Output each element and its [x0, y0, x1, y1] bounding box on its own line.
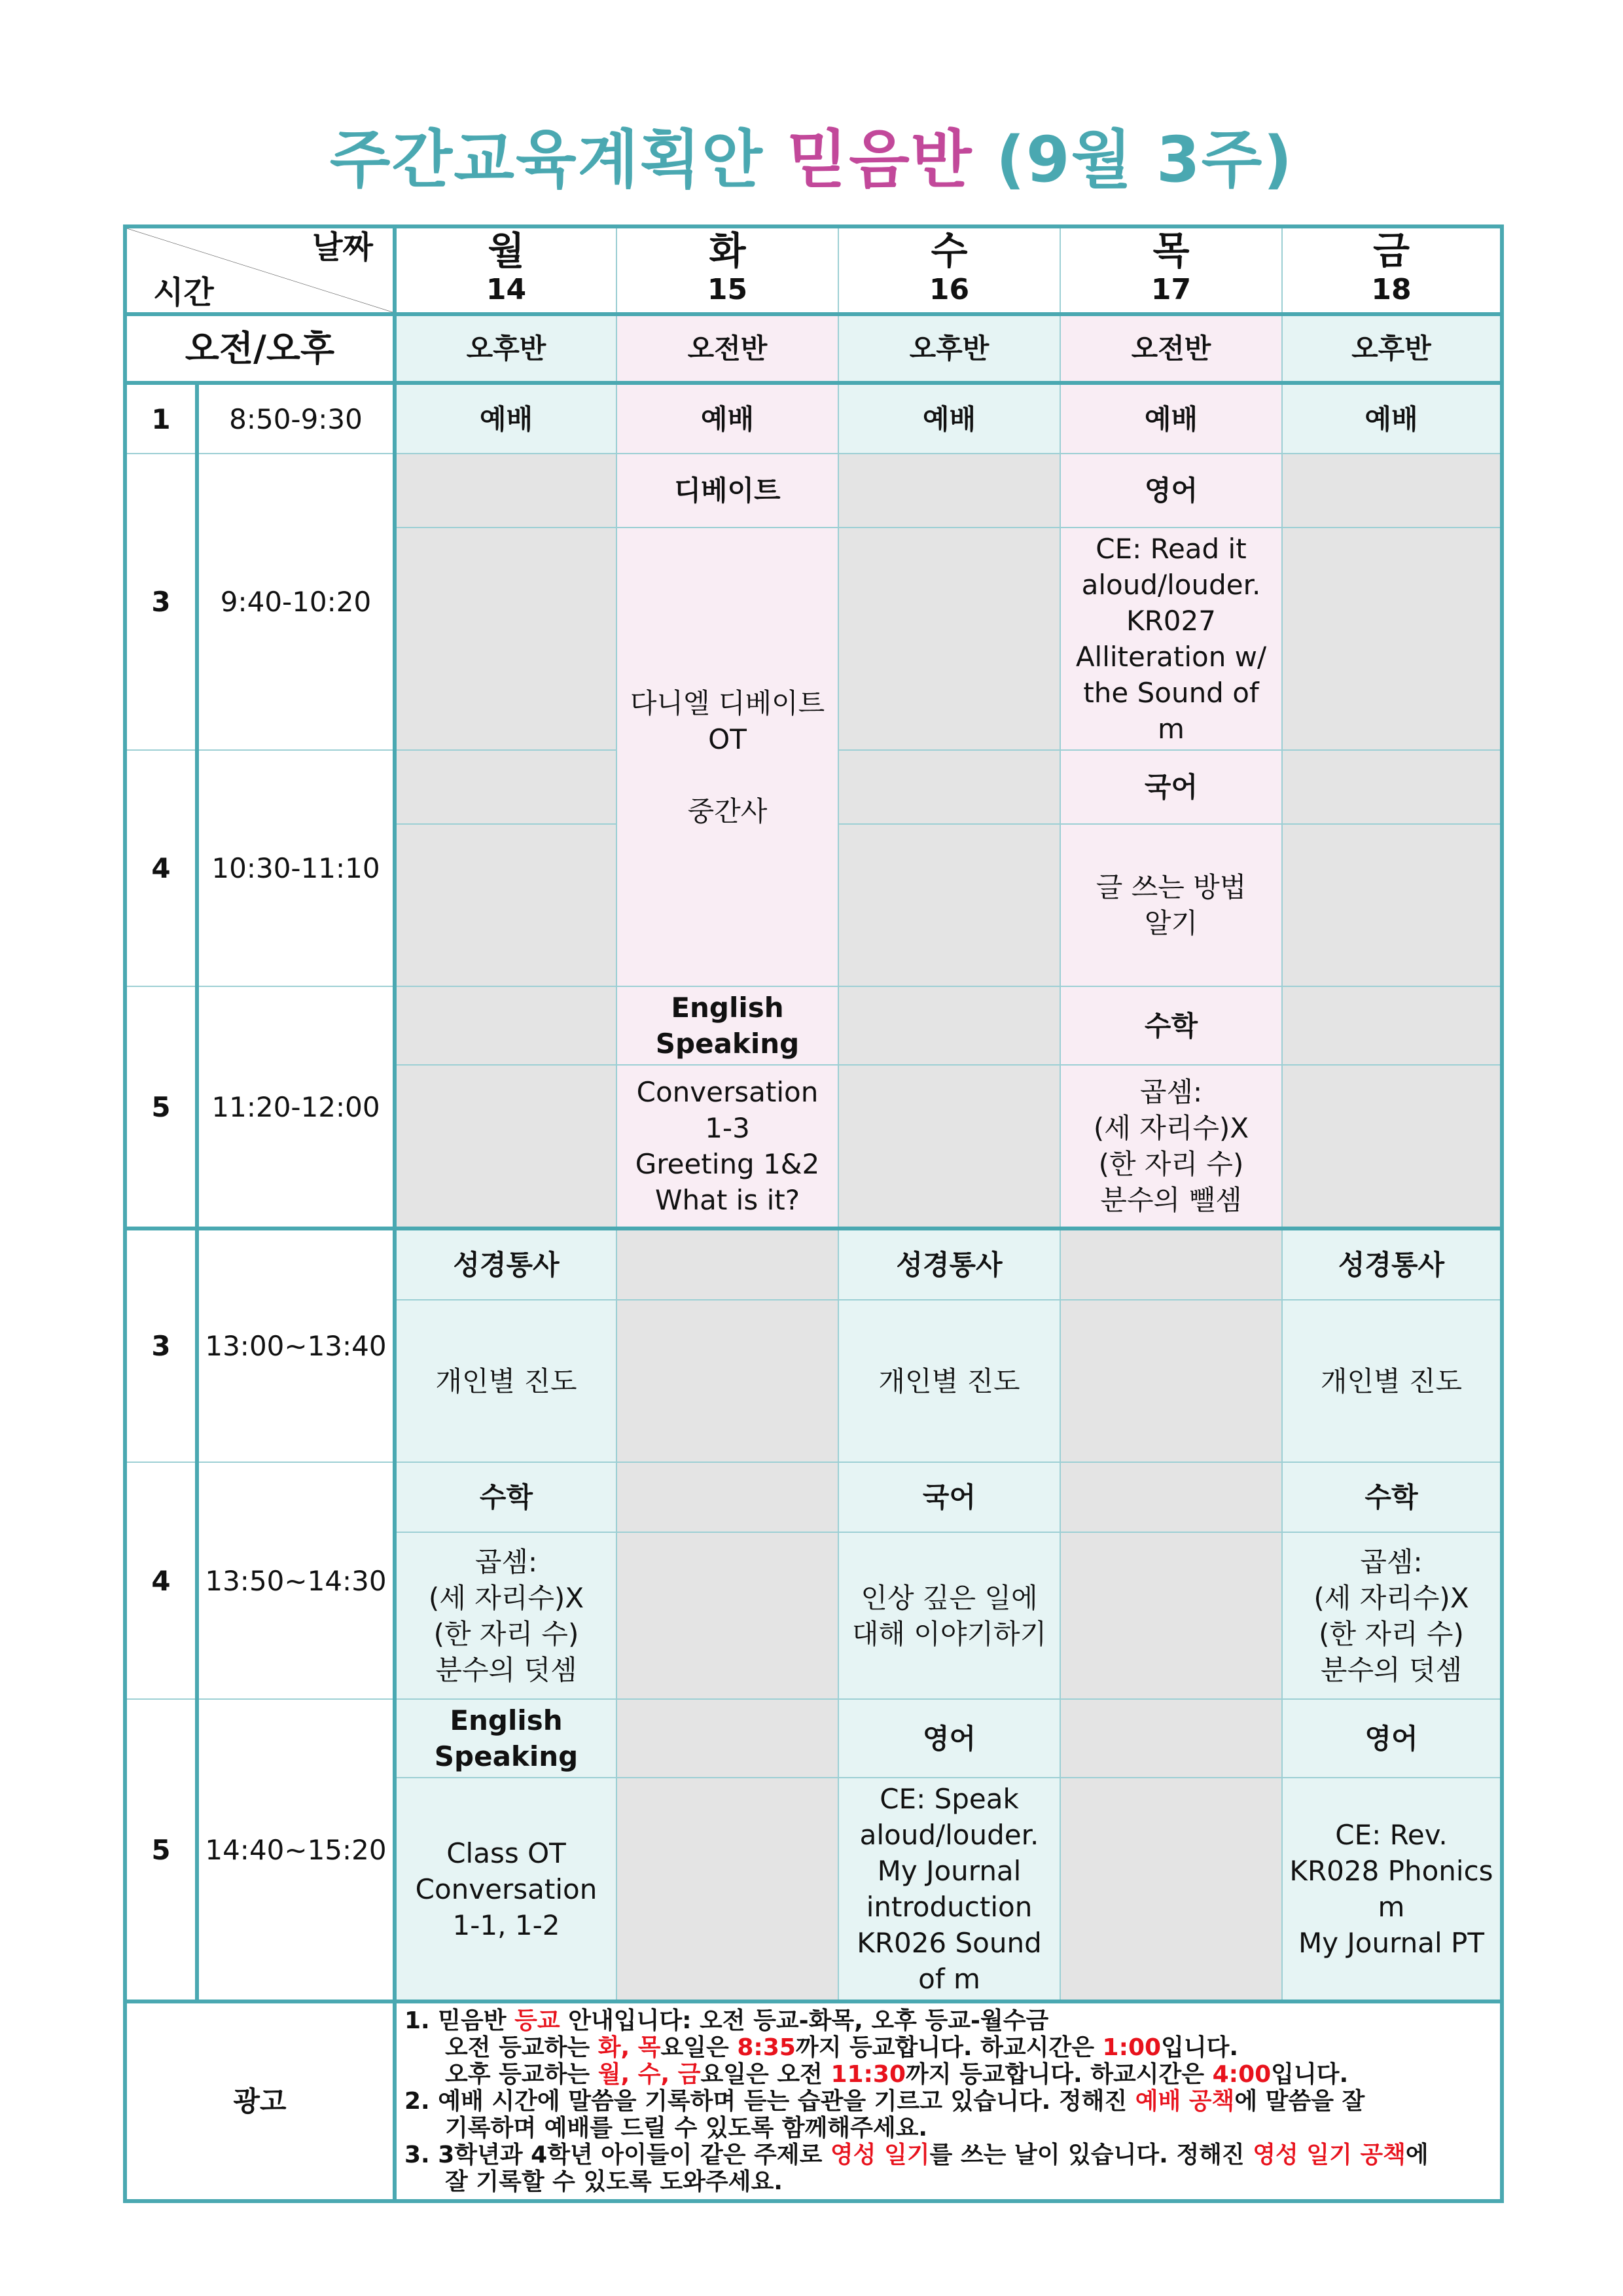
- empty-cell: [1282, 824, 1502, 986]
- empty-cell: [395, 454, 616, 528]
- subject-english-thu: 영어: [1060, 454, 1282, 528]
- detail-english-wed: [838, 1778, 1060, 2001]
- day-header-wed: [838, 226, 1060, 314]
- notice-content: [395, 2001, 1502, 2201]
- ampm-label: 오전/오후: [125, 314, 395, 383]
- detail-line: (세 자리수)X: [1093, 1112, 1249, 1144]
- detail-line: aloud/louder.: [859, 1819, 1039, 1851]
- day-name: 목: [1152, 228, 1190, 273]
- notice-highlight: 8:35: [737, 2034, 796, 2061]
- notice-text: 에 말씀을 잘: [1234, 2088, 1365, 2115]
- subject-bible-wed: 성경통사: [838, 1229, 1060, 1300]
- subject-line: English: [671, 992, 784, 1024]
- detail-line: My Journal PT: [1298, 1927, 1485, 1959]
- period-number: 1: [125, 383, 197, 454]
- worship-mon: 예배: [395, 383, 616, 454]
- notice-highlight: 1:00: [1102, 2034, 1162, 2061]
- subject-english-speaking-mon: [395, 1699, 616, 1778]
- notice-line-2: [404, 2034, 1492, 2061]
- subject-english-fri: 영어: [1282, 1699, 1502, 1778]
- empty-cell: [1060, 1778, 1282, 2001]
- notice-text: 요일은 오전: [700, 2061, 831, 2088]
- notice-text: 까지 등교합니다. 하교시간은: [795, 2034, 1103, 2061]
- detail-line: 대해 이야기하기: [851, 1617, 1047, 1650]
- notice-line-7: 잘 기록할 수 있도록 도와주세요.: [445, 2168, 783, 2195]
- detail-line: (한 자리 수): [1098, 1148, 1244, 1180]
- empty-cell: [1060, 1229, 1282, 1300]
- detail-line: m: [1378, 1891, 1405, 1923]
- detail-line: the Sound of: [1083, 677, 1259, 709]
- detail-english-thu: [1060, 528, 1282, 750]
- period-row-4pm-subject: [125, 1462, 1502, 1532]
- period-time: 11:20-12:00: [197, 986, 395, 1229]
- empty-cell: [395, 986, 616, 1065]
- detail-line: Alliteration w/: [1075, 641, 1267, 673]
- empty-cell: [1282, 528, 1502, 750]
- period-number: 3: [125, 454, 197, 750]
- period-row-5am-subject: [125, 986, 1502, 1065]
- detail-line: Conversation: [636, 1076, 819, 1108]
- detail-korean-wed: [838, 1532, 1060, 1699]
- empty-cell: [1060, 1462, 1282, 1532]
- period-number: 4: [125, 750, 197, 986]
- notice-line-1: [404, 2007, 1492, 2034]
- empty-cell: [838, 824, 1060, 986]
- detail-line: 곱셈:: [474, 1545, 538, 1578]
- detail-line: 분수의 덧셈: [1320, 1653, 1463, 1686]
- worship-tue: 예배: [616, 383, 838, 454]
- empty-cell: [1282, 1065, 1502, 1229]
- subject-math-fri: 수학: [1282, 1462, 1502, 1532]
- empty-cell: [616, 1699, 838, 1778]
- period-time: 8:50-9:30: [197, 383, 395, 454]
- notice-line-3: [404, 2061, 1492, 2088]
- empty-cell: [1060, 1532, 1282, 1699]
- detail-line: CE: Read it: [1096, 533, 1247, 565]
- day-header-tue: [616, 226, 838, 314]
- detail-line: 1-1, 1-2: [452, 1909, 560, 1941]
- period-time: 13:00~13:40: [197, 1229, 395, 1462]
- notice-text: 입니다.: [1161, 2034, 1239, 2061]
- subject-english-speaking-tue: [616, 986, 838, 1065]
- notice-line-4: [404, 2088, 1492, 2115]
- detail-line: What is it?: [654, 1184, 800, 1216]
- subject-debate: 디베이트: [616, 454, 838, 528]
- detail-line: KR028 Phonics: [1289, 1855, 1493, 1887]
- notice-text: 입니다.: [1271, 2061, 1349, 2088]
- notice-text: 를 쓰는 날이 있습니다. 정해진: [929, 2142, 1253, 2168]
- detail-line: 곱셈:: [1139, 1076, 1203, 1108]
- notice-row: [125, 2001, 1502, 2201]
- subject-line: Speaking: [434, 1740, 579, 1772]
- detail-english-speaking-tue: [616, 1065, 838, 1229]
- session-tue: 오전반: [616, 314, 838, 383]
- notice-text: 요일은: [660, 2034, 738, 2061]
- period-number: 5: [125, 986, 197, 1229]
- empty-cell: [395, 528, 616, 750]
- empty-cell: [838, 1065, 1060, 1229]
- notice-text: 까지 등교합니다. 하교시간은: [906, 2061, 1213, 2088]
- detail-line: KR027: [1126, 605, 1216, 637]
- detail-line: of m: [918, 1963, 980, 1995]
- title-prefix: 주간교육계획안: [329, 123, 764, 196]
- period-time: 14:40~15:20: [197, 1699, 395, 2001]
- detail-line: 알기: [1144, 907, 1198, 939]
- detail-line: CE: Rev.: [1335, 1819, 1448, 1851]
- header-corner: [125, 226, 395, 314]
- period-time: 13:50~14:30: [197, 1462, 395, 1699]
- day-name: 화: [709, 228, 746, 273]
- notice-highlight: 예배 공책: [1135, 2088, 1235, 2115]
- time-label: 시간: [153, 274, 214, 311]
- header-row-days: [125, 226, 1502, 314]
- subject-line: English: [450, 1704, 563, 1736]
- period-time: 10:30-11:10: [197, 750, 395, 986]
- subject-bible-mon: 성경통사: [395, 1229, 616, 1300]
- notice-highlight: 월, 수, 금: [597, 2061, 701, 2088]
- detail-math-fri: [1282, 1532, 1502, 1699]
- detail-line: 다니엘 디베이트: [630, 687, 825, 719]
- notice-text: 에: [1405, 2142, 1429, 2168]
- period-row-1: [125, 383, 1502, 454]
- period-time: 9:40-10:20: [197, 454, 395, 750]
- subject-english-wed: 영어: [838, 1699, 1060, 1778]
- detail-bible-fri: 개인별 진도: [1282, 1300, 1502, 1462]
- worship-wed: 예배: [838, 383, 1060, 454]
- empty-cell: [1282, 750, 1502, 824]
- weekly-plan-table: [123, 224, 1504, 2203]
- day-date: 18: [1371, 273, 1412, 306]
- day-date: 14: [486, 273, 527, 306]
- worship-fri: 예배: [1282, 383, 1502, 454]
- notice-line-5: 기록하며 예배를 드릴 수 있도록 함께해주세요.: [445, 2115, 928, 2142]
- detail-english-fri: [1282, 1778, 1502, 2001]
- notice-highlight: 11:30: [830, 2061, 906, 2088]
- notice-text: 안내입니다: 오전 등교-화목, 오후 등교-월수금: [560, 2007, 1049, 2034]
- subject-korean-thu: 국어: [1060, 750, 1282, 824]
- header-row-session: [125, 314, 1502, 383]
- empty-cell: [395, 750, 616, 824]
- detail-line: m: [1158, 713, 1185, 745]
- session-fri: 오후반: [1282, 314, 1502, 383]
- subject-math-mon: 수학: [395, 1462, 616, 1532]
- subject-korean-wed: 국어: [838, 1462, 1060, 1532]
- empty-cell: [395, 1065, 616, 1229]
- detail-line: aloud/louder.: [1081, 569, 1261, 601]
- session-wed: 오후반: [838, 314, 1060, 383]
- subject-math-thu: 수학: [1060, 986, 1282, 1065]
- day-date: 17: [1150, 273, 1192, 306]
- notice-text: 오후 등교하는: [445, 2061, 598, 2088]
- detail-english-speaking-mon: [395, 1778, 616, 2001]
- empty-cell: [838, 528, 1060, 750]
- detail-line: (세 자리수)X: [428, 1581, 584, 1614]
- empty-cell: [1282, 986, 1502, 1065]
- notice-highlight: 영성 일기 공책: [1253, 2142, 1406, 2168]
- period-row-5pm-subject: [125, 1699, 1502, 1778]
- notice-text: 오전 등교하는: [445, 2034, 598, 2061]
- notice-label: 광고: [125, 2001, 395, 2201]
- notice-highlight: 영성 일기: [830, 2142, 930, 2168]
- title-class-name: 믿음반: [787, 123, 973, 196]
- detail-line: OT: [708, 723, 747, 755]
- detail-korean-thu: [1060, 824, 1282, 986]
- title-week: (9월 3주): [995, 123, 1294, 196]
- session-mon: 오후반: [395, 314, 616, 383]
- empty-cell: [838, 986, 1060, 1065]
- detail-line: KR026 Sound: [857, 1927, 1042, 1959]
- detail-line: (한 자리 수): [1319, 1617, 1464, 1650]
- empty-cell: [1282, 454, 1502, 528]
- detail-line: (한 자리 수): [433, 1617, 579, 1650]
- detail-line: CE: Speak: [880, 1783, 1019, 1815]
- subject-line: Speaking: [655, 1028, 800, 1060]
- detail-math-thu: [1060, 1065, 1282, 1229]
- detail-line: 1-3: [705, 1112, 750, 1144]
- detail-line: introduction: [866, 1891, 1033, 1923]
- notice-text: 2. 예배 시간에 말씀을 기록하며 듣는 습관을 기르고 있습니다. 정해진: [404, 2088, 1135, 2115]
- detail-line: 글 쓰는 방법: [1096, 871, 1247, 903]
- empty-cell: [838, 454, 1060, 528]
- detail-line: 곱셈:: [1360, 1545, 1423, 1578]
- notice-text: 1. 믿음반: [404, 2007, 515, 2034]
- page-title: [0, 110, 1623, 200]
- detail-line: (세 자리수)X: [1313, 1581, 1469, 1614]
- day-header-fri: [1282, 226, 1502, 314]
- empty-cell: [1060, 1699, 1282, 1778]
- day-date: 15: [707, 273, 748, 306]
- day-header-mon: [395, 226, 616, 314]
- day-name: 금: [1372, 228, 1410, 273]
- period-row-3am-subject: [125, 454, 1502, 528]
- notice-text: 3. 3학년과 4학년 아이들이 같은 주제로: [404, 2142, 830, 2168]
- detail-line: Class OT: [446, 1837, 566, 1869]
- day-date: 16: [929, 273, 970, 306]
- empty-cell: [838, 750, 1060, 824]
- detail-bible-wed: 개인별 진도: [838, 1300, 1060, 1462]
- detail-line: 인상 깊은 일에: [861, 1581, 1038, 1614]
- day-name: 수: [931, 228, 968, 273]
- worship-thu: 예배: [1060, 383, 1282, 454]
- session-thu: 오전반: [1060, 314, 1282, 383]
- empty-cell: [616, 1532, 838, 1699]
- day-header-thu: [1060, 226, 1282, 314]
- notice-highlight: 화, 목: [597, 2034, 661, 2061]
- empty-cell: [616, 1778, 838, 2001]
- detail-line: My Journal: [877, 1855, 1022, 1887]
- empty-cell: [1060, 1300, 1282, 1462]
- detail-bible-mon: 개인별 진도: [395, 1300, 616, 1462]
- period-number: 3: [125, 1229, 197, 1462]
- date-label: 날짜: [312, 229, 373, 266]
- empty-cell: [616, 1462, 838, 1532]
- period-number: 5: [125, 1699, 197, 2001]
- period-number: 4: [125, 1462, 197, 1699]
- day-name: 월: [488, 228, 525, 273]
- detail-line: 중간사: [687, 795, 768, 827]
- notice-highlight: 등교: [514, 2007, 560, 2034]
- detail-math-mon: [395, 1532, 616, 1699]
- notice-highlight: 4:00: [1212, 2061, 1272, 2088]
- notice-line-6: [404, 2142, 1492, 2168]
- detail-line: Conversation: [415, 1873, 597, 1905]
- detail-line: Greeting 1&2: [635, 1148, 820, 1180]
- detail-line: 분수의 덧셈: [435, 1653, 577, 1686]
- subject-bible-fri: 성경통사: [1282, 1229, 1502, 1300]
- empty-cell: [616, 1300, 838, 1462]
- period-row-3pm-subject: [125, 1229, 1502, 1300]
- detail-line: 분수의 뺄셈: [1100, 1184, 1242, 1216]
- detail-debate: [616, 528, 838, 986]
- empty-cell: [616, 1229, 838, 1300]
- empty-cell: [395, 824, 616, 986]
